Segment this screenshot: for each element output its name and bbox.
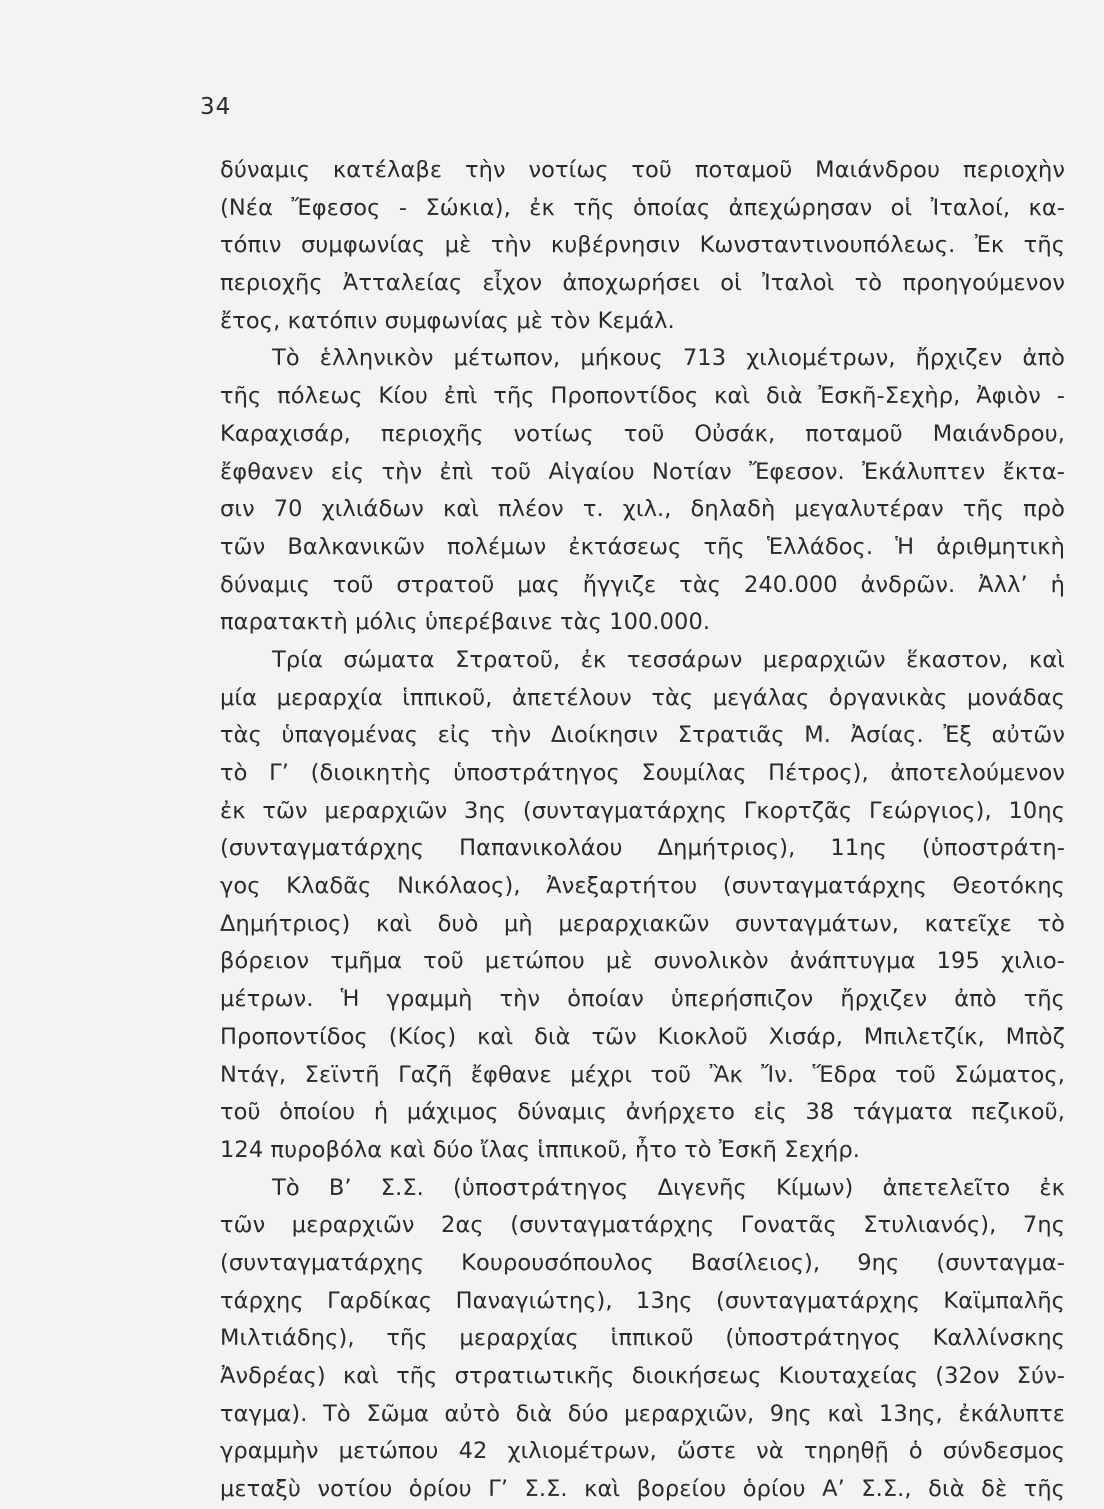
text-line: ἔτος, κατόπιν συμφωνίας μὲ τὸν Κεμάλ.: [220, 307, 675, 334]
text-line: τῶν Βαλκανικῶν πολέμων ἐκτάσεως τῆς Ἑλλάδος. Ἡ ἀριθμητικὴ: [220, 533, 1065, 560]
text-line: τοῦ ὁποίου ἡ μάχιμος δύναμις ἀνήρχετο εἰς 38 τάγματα πεζικοῦ,: [220, 1099, 1065, 1126]
text-line: Τὸ ἑλληνικὸν μέτωπον, μήκους 713 χιλιομέτρων, ἤρχιζεν ἀπὸ: [272, 345, 1065, 372]
text-line: τὸ Γ’ (διοικητὴς ὑποστράτηγος Σουμίλας Πέτρος), ἀποτελούμενον: [220, 760, 1065, 786]
text-line: ἔφθανεν εἰς τὴν ἐπὶ τοῦ Αἰγαίου Νοτίαν Ἔφεσον. Ἐκάλυπτεν ἔκτα-: [220, 458, 1065, 485]
text-line: γος Κλαδᾶς Νικόλαος), Ἀνεξαρτήτου (συνταγματάρχης Θεοτόκης: [220, 873, 1065, 900]
text-line: Δημήτριος) καὶ δυὸ μὴ μεραρχιακῶν συνταγμάτων, κατεῖχε τὸ: [220, 910, 1065, 937]
text-line: τῆς πόλεως Κίου ἐπὶ τῆς Προποντίδος καὶ διὰ Ἐσκῆ-Σεχὴρ, Ἀφιὸν -: [220, 383, 1065, 410]
text-line: (Νέα Ἔφεσος - Σώκια), ἐκ τῆς ὁποίας ἀπεχώρησαν οἱ Ἰταλοί, κα-: [220, 194, 1065, 221]
text-line: περιοχῆς Ἀτταλείας εἶχον ἀποχωρήσει οἱ Ἰταλοὶ τὸ προηγούμενον: [220, 270, 1065, 297]
text-line: Ντάγ, Σεϊντῆ Γαζῆ ἔφθανε μέχρι τοῦ Ἂκ Ἴν. Ἕδρα τοῦ Σώματος,: [220, 1061, 1065, 1088]
text-line: μία μεραρχία ἱππικοῦ, ἀπετέλουν τὰς μεγάλας ὀργανικὰς μονάδας: [220, 684, 1065, 711]
page-number: 34: [200, 94, 232, 120]
text-line: τῶν μεραρχιῶν 2ας (συνταγματάρχης Γονατᾶς Στυλιανός), 7ης: [220, 1212, 1065, 1239]
text-line: ἐκ τῶν μεραρχιῶν 3ης (συνταγματάρχης Γκορτζᾶς Γεώργιος), 10ης: [220, 797, 1065, 824]
paragraph: [220, 340, 1065, 642]
body-text: [220, 152, 1065, 1509]
text-line: (συνταγματάρχης Κουρουσόπουλος Βασίλειος), 9ης (συνταγμα-: [220, 1249, 1065, 1276]
text-line: (συνταγματάρχης Παπανικολάου Δημήτριος), 11ης (ὑποστράτη-: [220, 835, 1065, 862]
paragraph: [220, 1170, 1065, 1509]
text-line: Ἀνδρέας) καὶ τῆς στρατιωτικῆς διοικήσεως Κιουταχείας (32ον Σύν-: [220, 1363, 1065, 1389]
paragraph: [220, 152, 1065, 340]
text-line: ταγμα). Τὸ Σῶμα αὐτὸ διὰ δύο μεραρχιῶν, 9ης καὶ 13ης, ἐκάλυπτε: [220, 1400, 1065, 1427]
text-line: Προποντίδος (Κίος) καὶ διὰ τῶν Κιοκλοῦ Χισάρ, Μπιλετζίκ, Μπὸζ: [220, 1023, 1065, 1050]
text-line: Τὸ Β’ Σ.Σ. (ὑποστράτηγος Διγενῆς Κίμων) ἀπετελεῖτο ἐκ: [272, 1174, 1065, 1201]
text-line: μέτρων. Ἡ γραμμὴ τὴν ὁποίαν ὑπερήσπιζον ἤρχιζεν ἀπὸ τῆς: [220, 986, 1065, 1013]
text-line: Καραχισάρ, περιοχῆς νοτίως τοῦ Οὐσάκ, ποταμοῦ Μαιάνδρου,: [220, 420, 1065, 447]
text-line: Μιλτιάδης), τῆς μεραρχίας ἱππικοῦ (ὑποστράτηγος Καλλίνσκης: [220, 1325, 1065, 1352]
text-line: τόπιν συμφωνίας μὲ τὴν κυβέρνησιν Κωνσταντινουπόλεως. Ἐκ τῆς: [220, 232, 1065, 259]
text-line: μεταξὺ νοτίου ὁρίου Γ’ Σ.Σ. καὶ βορείου ὁρίου Α’ Σ.Σ., διὰ δὲ τῆς: [220, 1476, 1065, 1503]
paragraph: [220, 642, 1065, 1170]
text-line: 124 πυροβόλα καὶ δύο ἴλας ἱππικοῦ, ἦτο τὸ Ἐσκῆ Σεχήρ.: [220, 1136, 860, 1163]
text-line: βόρειον τμῆμα τοῦ μετώπου μὲ συνολικὸν ἀνάπτυγμα 195 χιλιο-: [220, 948, 1065, 975]
text-line: Τρία σώματα Στρατοῦ, ἐκ τεσσάρων μεραρχιῶν ἕκαστον, καὶ: [272, 646, 1065, 673]
text-line: δύναμις κατέλαβε τὴν νοτίως τοῦ ποταμοῦ Μαιάνδρου περιοχὴν: [220, 157, 1065, 183]
text-line: γραμμὴν μετώπου 42 χιλιομέτρων, ὥστε νὰ τηρηθῇ ὁ σύνδεσμος: [220, 1438, 1065, 1465]
text-line: τάρχης Γαρδίκας Παναγιώτης), 13ης (συνταγματάρχης Καϊμπαλῆς: [220, 1287, 1065, 1314]
text-line: παρατακτὴ μόλις ὑπερέβαινε τὰς 100.000.: [220, 609, 711, 636]
text-line: σιν 70 χιλιάδων καὶ πλέον τ. χιλ., δηλαδὴ μεγαλυτέραν τῆς πρὸ: [220, 496, 1065, 523]
text-line: τὰς ὑπαγομένας εἰς τὴν Διοίκησιν Στρατιᾶς Μ. Ἀσίας. Ἐξ αὐτῶν: [220, 722, 1065, 749]
text-line: δύναμις τοῦ στρατοῦ μας ἤγγιζε τὰς 240.000 ἀνδρῶν. Ἀλλ’ ἡ: [220, 571, 1065, 598]
